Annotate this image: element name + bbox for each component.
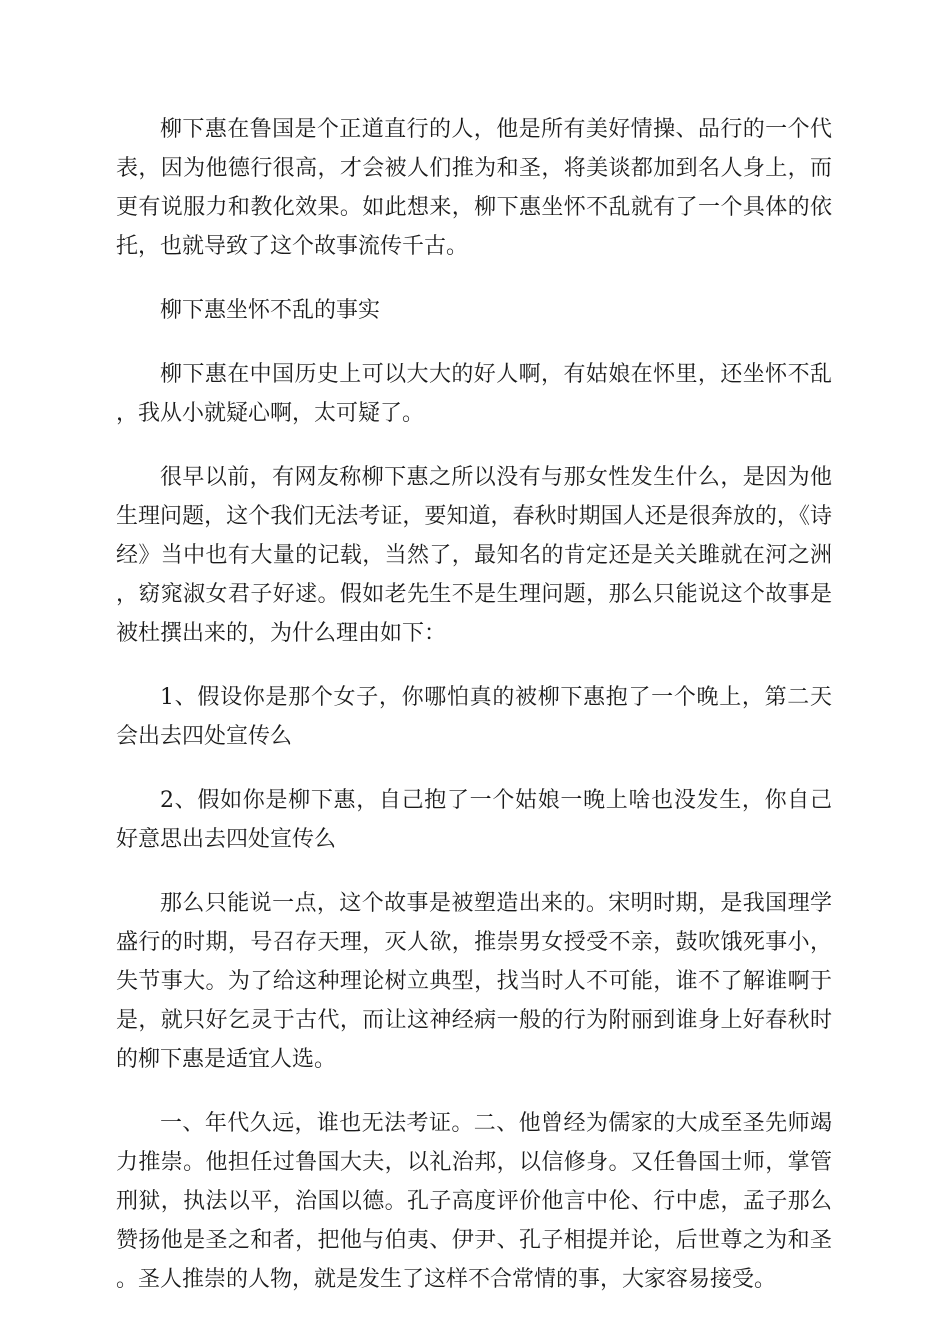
paragraph-doubt: 柳下惠在中国历史上可以大大的好人啊，有姑娘在怀里，还坐怀不乱，我从小就疑心啊，太可疑了。: [116, 362, 832, 426]
paragraph-supporting-points: 一、年代久远，谁也无法考证。二、他曾经为儒家的大成至圣先师竭力推崇。他担任过鲁国大夫，以礼治邦，以信修身。又任鲁国士师，掌管刑狱，执法以平，治国以德。孔子高度评价他言中伦、行中虑，孟子那么赞扬他是圣之和者，把他与伯夷、伊尹、孔子相提并论，后世尊之为和圣。圣人推崇的人物，就是发生了这样不合常情的事，大家容易接受。: [116, 1111, 832, 1292]
section-heading: 柳下惠坐怀不乱的事实: [160, 298, 381, 323]
paragraph-reason-2: 2、假如你是柳下惠，自己抱了一个姑娘一晚上啥也没发生，你自己好意思出去四处宣传么: [116, 788, 832, 852]
paragraph-conclusion: 那么只能说一点，这个故事是被塑造出来的。宋明时期，是我国理学盛行的时期，号召存天理，灭人欲，推崇男女授受不亲，鼓吹饿死事小，失节事大。为了给这种理论树立典型，找当时人不可能，谁不了解谁啊于是，就只好乞灵于古代，而让这神经病一般的行为附丽到谁身上好春秋时的柳下惠是适宜人选。: [116, 891, 832, 1072]
paragraph-intro: 柳下惠在鲁国是个正道直行的人，他是所有美好情操、品行的一个代表，因为他德行很高，才会被人们推为和圣，将美谈都加到名人身上，而更有说服力和教化效果。如此想来，柳下惠坐怀不乱就有了一个具体的依托，也就导致了这个故事流传千古。: [116, 117, 832, 259]
paragraph-explanation: 很早以前，有网友称柳下惠之所以没有与那女性发生什么，是因为他生理问题，这个我们无法考证，要知道，春秋时期国人还是很奔放的，《诗经》当中也有大量的记载，当然了，最知名的肯定还是关关雎就在河之洲，窈窕淑女君子好逑。假如老先生不是生理问题，那么只能说这个故事是被杜撰出来的，为什么理由如下：: [116, 465, 832, 646]
paragraph-reason-1: 1、假设你是那个女子，你哪怕真的被柳下惠抱了一个晚上，第二天会出去四处宣传么: [116, 685, 832, 749]
document-body: [116, 110, 832, 1299]
